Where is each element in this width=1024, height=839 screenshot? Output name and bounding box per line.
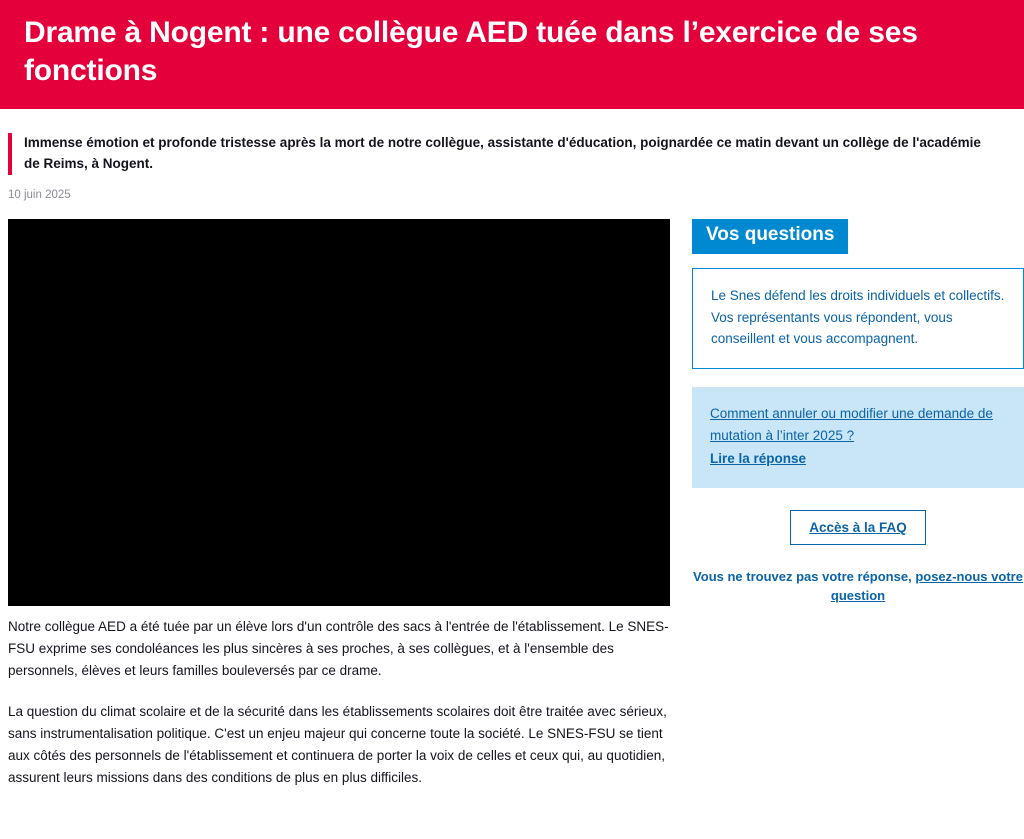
- page-title: Drame à Nogent : une collègue AED tuée dans l’exercice de ses fonctions: [24, 16, 918, 87]
- article-paragraph: La question du climat scolaire et de la sécurité dans les établissements scolaires doit être traitée avec sérieux, sans instrumentalisation politique. C'est un enjeu majeur qui concerne toute la société. Le SNES-FSU se tient aux côtés des personnels de l'établissement et continuera de porter la voix de celles et ceux qui, au quotidien, assurent leurs missions dans des conditions de plus en plus difficiles.: [8, 704, 667, 785]
- publication-date: 10 juin 2025: [8, 188, 71, 201]
- sidebar-footer: [692, 567, 1024, 606]
- featured-question-box: [692, 387, 1024, 488]
- featured-question-link[interactable]: Comment annuler ou modifier une demande de mutation à l’inter 2025 ?: [710, 406, 993, 444]
- faq-access-button[interactable]: Accès à la FAQ: [790, 510, 926, 545]
- content-columns: [0, 219, 1024, 789]
- sidebar: [692, 219, 1024, 606]
- ask-question-link[interactable]: posez-nous votre question: [830, 568, 1023, 604]
- faq-button-row: [692, 510, 1024, 545]
- read-answer-link[interactable]: Lire la réponse: [710, 451, 807, 467]
- standfirst-accent-bar: [8, 133, 12, 175]
- sidebar-intro-text: Le Snes défend les droits individuels et collectifs. Vos représentants vous répondent, vous conseillent et vous accompagnent.: [711, 287, 1005, 347]
- sidebar-footer-prefix: Vous ne trouvez pas votre réponse,: [693, 568, 916, 584]
- main-column: [8, 219, 670, 789]
- sidebar-title: Vos questions: [692, 219, 848, 254]
- article-paragraph: Notre collègue AED a été tuée par un élève lors d'un contrôle des sacs à l'entrée de l'établissement. Le SNES-FSU exprime ses condoléances les plus sincères à ses proches, à ses collègues, et à l'ensemble des personnels, élèves et leurs familles bouleversés par ce drame.: [8, 618, 669, 678]
- headline-banner: [0, 0, 1024, 109]
- standfirst-block: [8, 133, 1000, 175]
- video-player[interactable]: [8, 219, 670, 606]
- standfirst-text: Immense émotion et profonde tristesse après la mort de notre collègue, assistante d'éducation, poignardée ce matin devant un collège de l'académie de Reims, à Nogent.: [24, 135, 981, 171]
- sidebar-intro-box: [692, 268, 1024, 370]
